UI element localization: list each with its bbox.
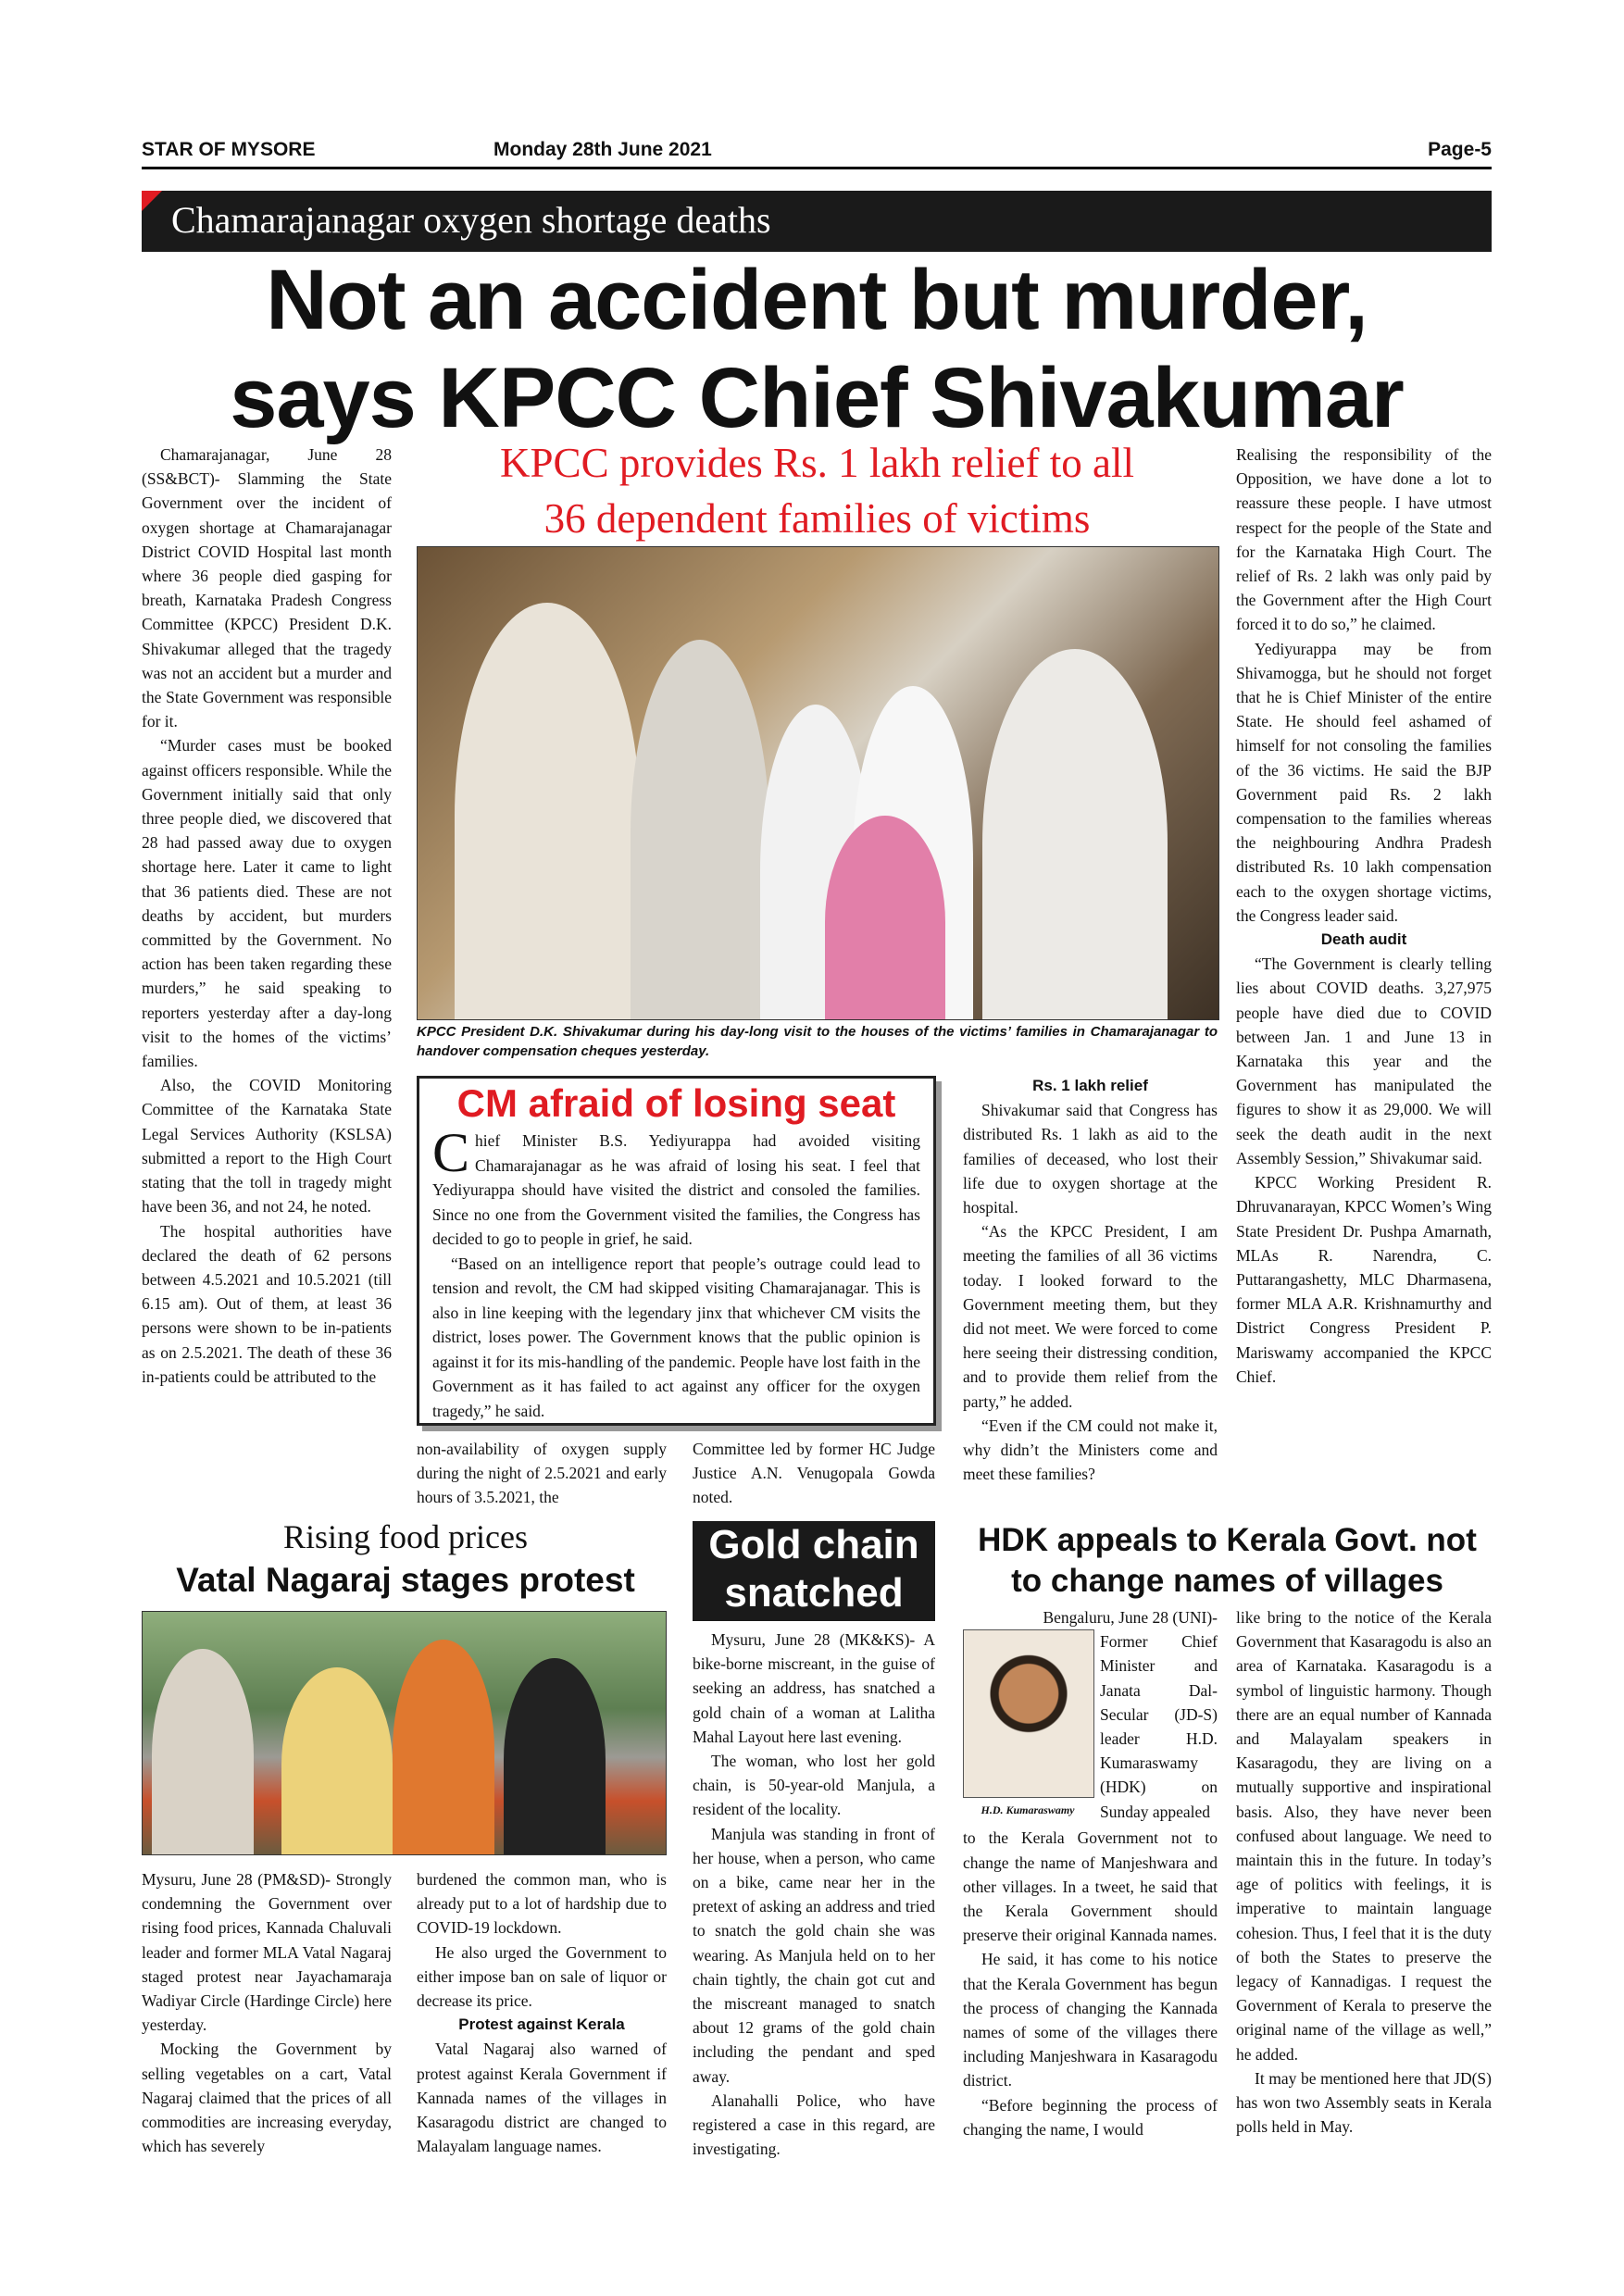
lead-paragraph: non-availability of oxygen supply during the night of 2.5.2021 and early hours of 3.5.2021, the (417, 1440, 667, 1507)
gold-headline (693, 1521, 935, 1621)
food-column-1 (142, 1867, 392, 2158)
hdk-headline (963, 1520, 1492, 1602)
paper-name: STAR OF MYSORE (142, 139, 316, 160)
food-paragraph: Mysuru, June 28 (PM&SD)- Strongly condemning the Government over rising food prices, Kannada Chaluvali leader and former MLA Vatal Nagaraj staged protest near Jayachamaraja Wadiyar Circle (Hardinge Circle) here yesterday. (142, 1870, 392, 2035)
hdk-paragraph: He said, it has come to his notice that the Kerala Government has begun the process of changing the Kannada names of some of the villages there including Manjeshwara in Kasaragodu district. (963, 1950, 1218, 2090)
lead-kicker: Chamarajanagar oxygen shortage deaths (171, 199, 771, 241)
hdk-dateline: Bengaluru, June 28 (UNI)- (1043, 1608, 1218, 1627)
hdk-paragraph: like bring to the notice of the Kerala Government that Kasaragodu is also an area of Karnataka. Kasaragodu is a symbol of linguistic harmony. Though there are an equal number of Kannada and Malayalam speakers in Kasaragodu, they are living on a mutually supportive and inspirational basis. Also, they have never been confused about language. We need to maintain this in the future. In today’s age of politics with feelings, it is imperative to maintain language cohesion. Thus, I feel that it is the duty of both the States to preserve the legacy of Kannadigas. I request the Government of Kerala to preserve the original name of the village as well,” he added. (1236, 1608, 1492, 2064)
hdk-column-2 (1236, 1605, 1492, 2139)
lead-paragraph: “Murder cases must be booked against officers responsible. While the Government initially said that only three people died, we discovered that 28 had passed away due to oxygen shortage here. Later it came to light that 36 patients died. These are not deaths by accident, but murders committed by the Government. No action has been taken regarding these murders,” he said speaking to reporters yesterday after a day-long visit to the homes of the victims’ families. (142, 736, 392, 1071)
photo-figure (393, 1640, 494, 1855)
lead-paragraph: Yediyurappa may be from Shivamogga, but he should not forget that he is Chief Minister of the entire State. He should feel ashamed of himself for not consoling the families of the 36 victims. He said the BJP Government paid Rs. 2 lakh compensation to the families whereas the neighbouring Andhra Pradesh distributed Rs. 10 lakh compensation each to the oxygen shortage victims, the Congress leader said. (1236, 639, 1492, 925)
hdk-paragraph: “Before beginning the process of changing the name, I would (963, 2095, 1218, 2139)
food-headline: Vatal Nagaraj stages protest (176, 1561, 635, 1599)
food-paragraph: Vatal Nagaraj also warned of protest against Kerala Government if Kannada names of the villages in Kasaragodu district are changed to Malayalam language names. (417, 2040, 667, 2156)
lead-subhead-line-2: 36 dependent families of victims (543, 495, 1091, 542)
page-number: Page-5 (1428, 139, 1492, 160)
gold-headline-line-1: Gold chain (708, 1522, 919, 1567)
header-rule (142, 167, 1492, 169)
photo-figure (504, 1658, 606, 1855)
lead-kicker-bar (142, 191, 1492, 252)
hdk-portrait-caption: H.D. Kumaraswamy (981, 1803, 1075, 1817)
lead-paragraph: Also, the COVID Monitoring Committee of the Karnataka State Legal Services Authority (KSLSA) submitted a report to the High Court stating that the toll in tragedy might have been 36, and not 24, he noted. (142, 1076, 392, 1217)
cm-box (417, 1076, 936, 1426)
page-header (142, 139, 1492, 167)
lead-paragraph: Committee led by former HC Judge Justice A.N. Venugopala Gowda noted. (693, 1440, 935, 1507)
photo-figure (982, 649, 1168, 1020)
hdk-column-1 (963, 1605, 1218, 2141)
cm-box-paragraph: “Based on an intelligence report that people’s outrage could lead to tension and revolt, the CM had skipped visiting Chamarajanagar. This is also in line keeping with the legendary jinx that whichever CM visits the district, loses power. The Government knows that the public opinion is against it for its mis-handling of the pandemic. People have lost faith in the Government as it has failed to act against any officer for the oxygen tragedy,” he said. (432, 1254, 920, 1420)
photo-figure (631, 640, 769, 1020)
lead-column-3-tail (693, 1437, 935, 1510)
cm-box-paragraph: hief Minister B.S. Yediyurappa had avoided visiting Chamarajanagar as he was afraid of losing his seat. I feel that Yediyurappa should have visited the district and consoled the families. Since no one from the Government visited the families, the Congress has decided to go to people in grief, he said. (432, 1131, 920, 1248)
gold-paragraph: Mysuru, June 28 (MK&KS)- A bike-borne miscreant, in the guise of seeking an address, has snatched a gold chain of a woman at Lalitha Mahal Layout here last evening. (693, 1630, 935, 1746)
photo-figure (152, 1649, 254, 1855)
gold-column (693, 1628, 935, 2161)
food-subheading: Protest against Kerala (458, 2015, 625, 2034)
photo-figure (281, 1667, 393, 1855)
lead-subheading: Rs. 1 lakh relief (1032, 1077, 1148, 1094)
cm-box-body (419, 1122, 933, 1423)
food-paragraph: He also urged the Government to either impose ban on sale of liquor or decrease its price. (417, 1942, 667, 2011)
hdk-paragraph: It may be mentioned here that JD(S) has won two Assembly seats in Kerala polls held in May. (1236, 2068, 1492, 2137)
photo-figure (455, 603, 640, 1020)
lead-subheading: Death audit (1320, 930, 1407, 949)
lead-paragraph: “As the KPCC President, I am meeting the families of all 36 victims today. I looked forward to the Government meeting them, but they did not meet. We were forced to come here seeing their distressing condition, and to provide them relief from the party,” he added. (963, 1222, 1218, 1411)
photo-figure (825, 816, 945, 1020)
gold-paragraph: The woman, who lost her gold chain, is 50-year-old Manjula, a resident of the locality. (693, 1752, 935, 1819)
lead-column-4 (963, 1074, 1218, 1486)
lead-photo-caption: KPCC President D.K. Shivakumar during his day-long visit to the houses of the victims’ families in Chamarajanagar to handover compensation cheques yesterday. (417, 1024, 1218, 1059)
hdk-headline-line-1: HDK appeals to Kerala Govt. not (978, 1522, 1477, 1558)
lead-subhead (412, 435, 1222, 546)
hdk-paragraph: Former Chief Minister and Janata Dal-Secular (JD-S) leader H.D. Kumaraswamy (HDK) on Sunday appealed (1100, 1632, 1218, 1821)
lead-photo (417, 546, 1219, 1020)
lead-column-2-tail (417, 1437, 667, 1510)
lead-paragraph: “The Government is clearly telling lies about COVID deaths. 3,27,975 people have died due to COVID between Jan. 1 and June 13 in Karnataka this year and the Government has manipulated the figures to show it as 29,000. We will seek the death audit in the next Assembly Session,” Shivakumar said. (1236, 955, 1492, 1167)
lead-paragraph: Realising the responsibility of the Opposition, we have done a lot to reassure these people. I have utmost respect for the people of the State and for the Karnataka High Court. The relief of Rs. 2 lakh was only paid by the Government after the High Court forced it to do so,” he claimed. (1236, 445, 1492, 634)
lead-paragraph: “Even if the CM could not make it, why didn’t the Ministers come and meet these families? (963, 1416, 1218, 1484)
lead-column-1 (142, 443, 392, 1389)
lead-paragraph: Chamarajanagar, June 28 (SS&BCT)- Slamming the State Government over the incident of oxygen shortage at Chamarajanagar District COVID Hospital last month where 36 people died gasping for breath, Karnataka Pradesh Congress Committee (KPCC) President D.K. Shivakumar alleged that the tragedy was not an accident but a murder and the State Government was responsible for it. (142, 445, 392, 731)
food-paragraph: Mocking the Government by selling vegetables on a cart, Vatal Nagaraj claimed that the prices of all commodities are increasing everyday, which has severely (142, 2040, 392, 2156)
lead-paragraph: The hospital authorities have declared the death of 62 persons between 4.5.2021 and 10.5.2021 (till 6.15 am). Out of them, at least 36 persons were shown to be in-patients as on 2.5.2021. The death of these 36 in-patients could be attributed to the (142, 1221, 392, 1386)
hdk-portrait-block (963, 1629, 1093, 1822)
lead-subhead-line-1: KPCC provides Rs. 1 lakh relief to all (500, 440, 1134, 486)
drop-cap: C (432, 1122, 470, 1183)
cm-box-title: CM afraid of losing seat (456, 1081, 896, 1125)
protest-photo (142, 1611, 667, 1855)
lead-paragraph: KPCC Working President R. Dhruvanarayan, KPCC Women’s Wing State President Dr. Pushpa Amarnath, MLAs R. Narendra, C. Puttarangashetty, MLC Dharmasena, former MLA A.R. Krishnamurthy and District Congress President P. Mariswamy accompanied the KPCC Chief. (1236, 1173, 1492, 1386)
hdk-portrait (963, 1629, 1094, 1798)
food-paragraph: burdened the common man, who is already put to a lot of hardship due to COVID-19 lockdown. (417, 1870, 667, 1938)
lead-headline-line-1: Not an accident but murder, (266, 253, 1368, 347)
food-kicker: Rising food prices (283, 1518, 528, 1555)
food-column-2 (417, 1867, 667, 2158)
hdk-paragraph: to the Kerala Government not to change the name of Manjeshwara and other villages. In a tweet, he said that the Kerala Government should preserve their original Kannada names. (963, 1828, 1218, 1945)
gold-paragraph: Manjula was standing in front of her house, when a person, who came on a bike, came near her in the pretext of asking an address and tried to snatch the gold chain she was wearing. As Manjula held on to her chain tightly, the chain got cut and the miscreant managed to snatch about 12 grams of the gold chain including the pendant and sped away. (693, 1824, 935, 2086)
lead-headline-line-2: says KPCC Chief Shivakumar (230, 351, 1404, 445)
gold-headline-line-2: snatched (724, 1570, 904, 1616)
lead-paragraph: Shivakumar said that Congress has distributed Rs. 1 lakh as aid to the families of deceased, who lost their life due to oxygen shortage at the hospital. (963, 1101, 1218, 1217)
hdk-headline-line-2: to change names of villages (1011, 1563, 1443, 1599)
lead-column-5 (1236, 443, 1492, 1389)
issue-date: Monday 28th June 2021 (493, 139, 712, 160)
red-corner-mark (142, 191, 162, 211)
gold-paragraph: Alanahalli Police, who have registered a case in this regard, are investigating. (693, 2090, 935, 2159)
